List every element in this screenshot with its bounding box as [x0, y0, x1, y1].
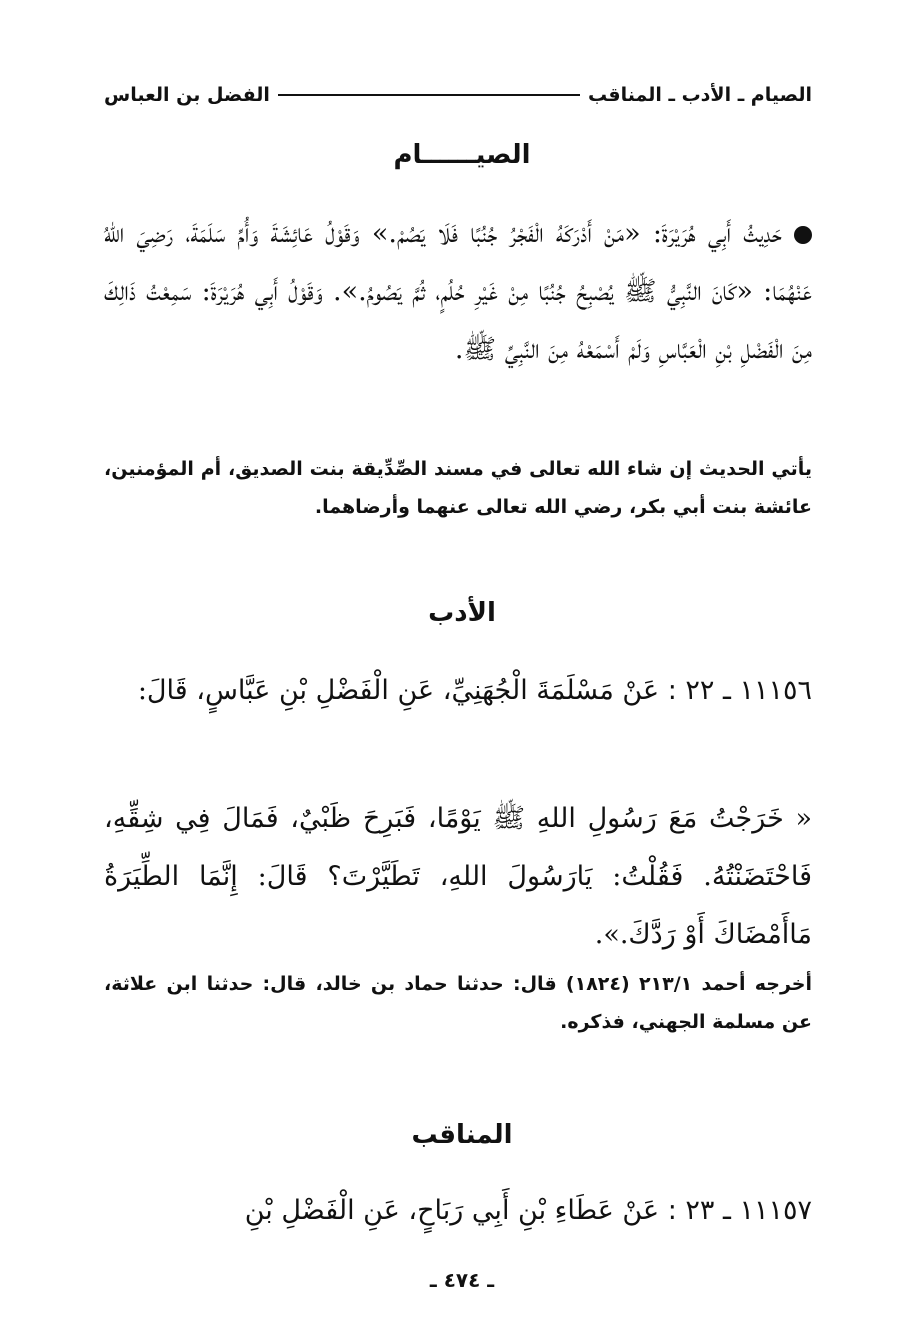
header-companion-name: الفضل بن العباس	[104, 84, 270, 106]
section-title-adab: الأدب	[428, 598, 496, 628]
running-header	[104, 78, 812, 112]
section-title-manaqib: المناقب	[411, 1120, 513, 1150]
manaqib-isnad-text: عَنْ عَطَاءِ بْنِ أَبِي رَبَاحٍ، عَنِ الْفَضْلِ بْنِ	[244, 1195, 660, 1226]
adab-hadith-number: ١١١٥٦ ـ ٢٢ :	[667, 675, 812, 706]
page-number: ـ ٤٧٤ ـ	[429, 1268, 495, 1292]
manaqib-isnad	[104, 1182, 812, 1240]
adab-matn: « خَرَجْتُ مَعَ رَسُولِ اللهِ ﷺ يَوْمًا، فَبَرِحَ ظَبْيٌ، فَمَالَ فِي شِقِّهِ، فَاحْتَضَنْتُهُ. فَقُلْتُ: يَارَسُولَ اللهِ، تَطَيَّرْتَ؟ قَالَ: إِنَّمَا الطِّيَرَةُ مَاأَمْضَاكَ أَوْ رَدَّكَ.».	[104, 803, 812, 950]
section-title-siyam: الصيــــــام	[393, 140, 531, 170]
manaqib-hadith-number: ١١١٥٧ ـ ٢٣ :	[667, 1195, 812, 1226]
header-chapter-titles: الصيام ـ الأدب ـ المناقب	[588, 84, 812, 106]
siyam-footnote: يأتي الحديث إن شاء الله تعالى في مسند الصِّدِّيقة بنت الصديق، أم المؤمنين، عائشة بنت أبي بكر، رضي الله تعالى عنهما وأرضاهما.	[104, 458, 812, 518]
siyam-hadith-text	[104, 205, 812, 379]
adab-takhrij-note: أخرجه أحمد ٢١٣/١ (١٨٢٤) قال: حدثنا حماد بن خالد، قال: حدثنا ابن علاثة، عن مسلمة الجهني، فذكره.	[104, 973, 812, 1033]
adab-isnad-text: عَنْ مَسْلَمَةَ الْجُهَنِيِّ، عَنِ الْفَضْلِ بْنِ عَبَّاسٍ، قَالَ:	[137, 675, 660, 706]
siyam-hadith-body: حَدِيثُ أَبِي هُرَيْرَةَ: «مَنْ أَدْرَكَهُ الْفَجْرُ جُنُبًا فَلَا يَصُمْ.» وَقَوْلُ عَائِشَةَ وَأُمِّ سَلَمَةَ، رَضِيَ اللهُ عَنْهُمَا: «كَانَ النَّبِيُّ ﷺ يُصْبِحُ جُنُبًا مِنْ غَيْرِ حُلُمٍ، ثُمَّ يَصُومُ.». وَقَوْلُ أَبِي هُرَيْرَةَ: سَمِعْتُ ذَالِكَ مِنَ الْفَضْلِ بْنِ الْعَبَّاسِ وَلَمْ أَسْمَعْهُ مِنَ النَّبِيِّ ﷺ.	[104, 218, 812, 365]
bullet-icon	[794, 226, 812, 244]
adab-isnad	[104, 662, 812, 720]
header-rule	[278, 94, 580, 96]
